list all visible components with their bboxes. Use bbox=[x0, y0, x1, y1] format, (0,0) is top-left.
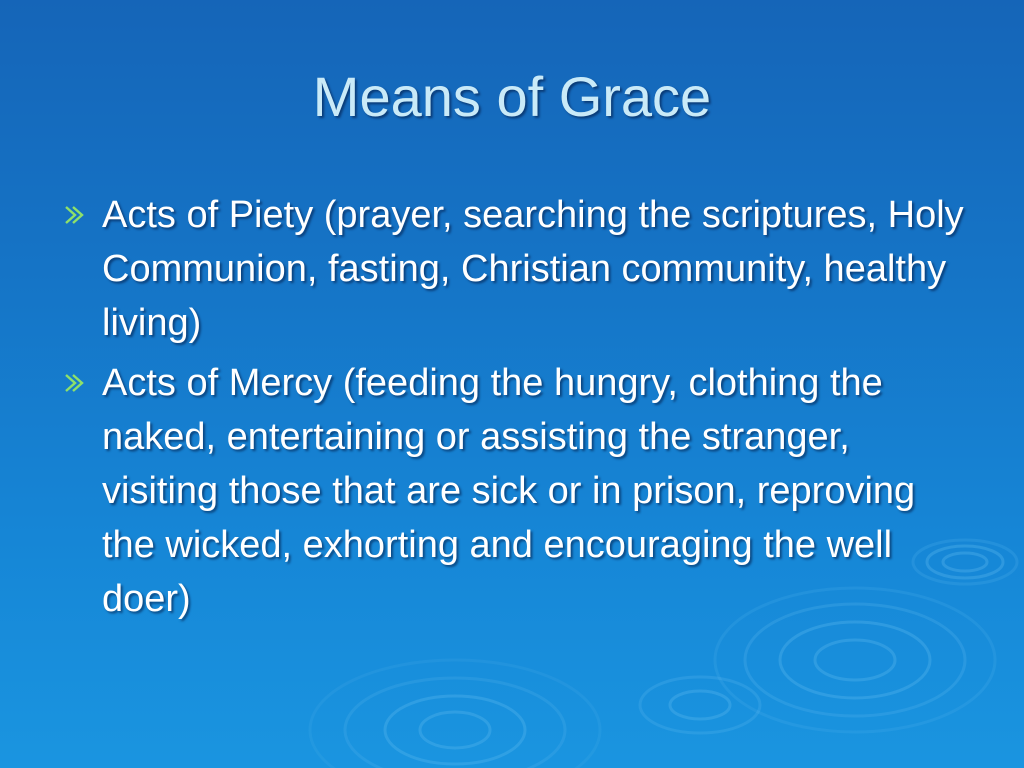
bullet-text: Acts of Piety (prayer, searching the scriptures, Holy Communion, fasting, Christian community, healthy living) bbox=[102, 194, 964, 344]
double-chevron-right-icon bbox=[64, 373, 86, 393]
double-chevron-right-icon bbox=[64, 205, 86, 225]
bullet-list bbox=[64, 188, 974, 632]
bullet-item bbox=[64, 188, 974, 350]
bullet-item bbox=[64, 356, 974, 626]
slide-title: Means of Grace bbox=[312, 65, 712, 128]
bullet-text: Acts of Mercy (feeding the hungry, clothing the naked, entertaining or assisting the stranger, visiting those that are sick or in prison, reproving the wicked, exhorting and encouraging the well doer) bbox=[102, 362, 916, 620]
